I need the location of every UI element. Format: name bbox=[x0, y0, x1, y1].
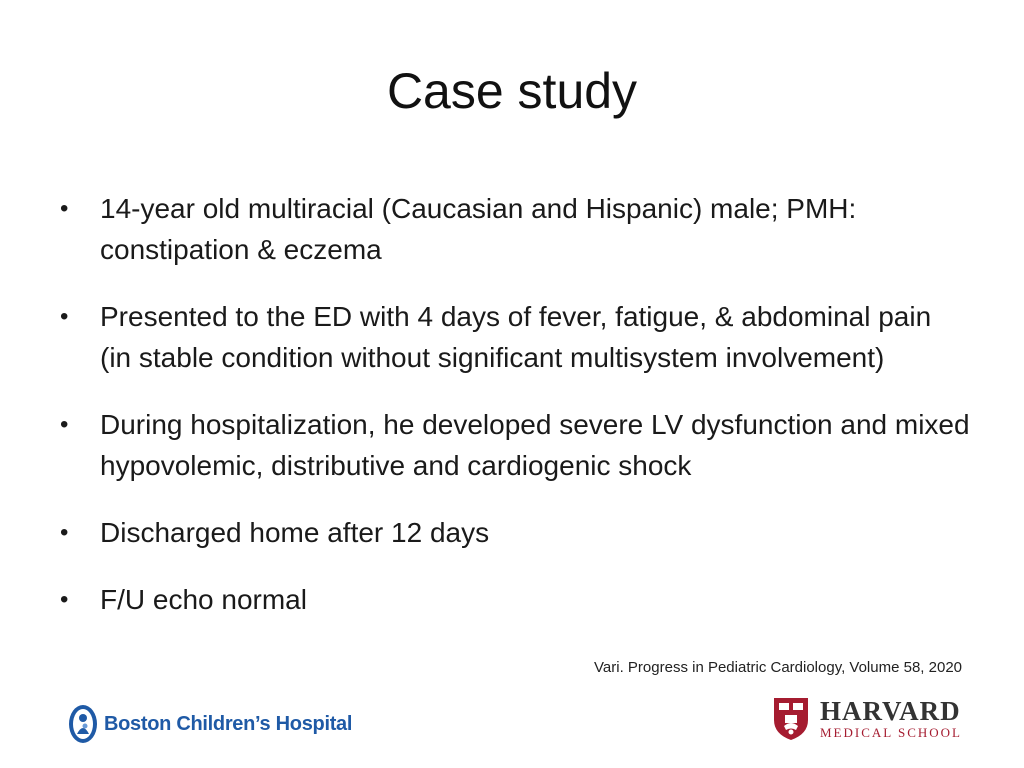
bullet-item bbox=[60, 404, 970, 486]
harvard-medical-school-logo bbox=[772, 696, 962, 742]
bullet-icon: • bbox=[60, 195, 69, 222]
bullet-item bbox=[60, 579, 970, 620]
harvard-shield-icon bbox=[772, 696, 810, 742]
bullet-text: Presented to the ED with 4 days of fever, fatigue, & abdominal pain (in stable condition without significant multisystem involvement) bbox=[100, 301, 932, 373]
bullet-text: Discharged home after 12 days bbox=[100, 517, 490, 548]
bullet-text: 14-year old multiracial (Caucasian and Hispanic) male; PMH: constipation & eczema bbox=[100, 193, 857, 265]
bullet-item bbox=[60, 512, 970, 553]
citation: Vari. Progress in Pediatric Cardiology, Volume 58, 2020 bbox=[594, 659, 962, 676]
harvard-subtitle: MEDICAL SCHOOL bbox=[820, 725, 962, 740]
bullet-item bbox=[60, 188, 970, 270]
bch-emblem-icon bbox=[68, 704, 98, 744]
slide-title: Case study bbox=[386, 63, 638, 119]
bullet-icon: • bbox=[60, 411, 69, 438]
bullet-icon: • bbox=[60, 519, 69, 546]
boston-childrens-logo bbox=[68, 704, 352, 744]
bullet-text: F/U echo normal bbox=[100, 584, 307, 615]
bullet-list bbox=[60, 188, 970, 646]
bullet-text: During hospitalization, he developed severe LV dysfunction and mixed hypovolemic, distributive and cardiogenic shock bbox=[100, 409, 970, 481]
bch-logo-text: Boston Children’s Hospital bbox=[104, 712, 353, 735]
bullet-icon: • bbox=[60, 586, 69, 613]
harvard-wordmark bbox=[820, 697, 962, 741]
bullet-item bbox=[60, 296, 970, 378]
bullet-icon: • bbox=[60, 303, 69, 330]
harvard-title: HARVARD bbox=[820, 696, 961, 726]
